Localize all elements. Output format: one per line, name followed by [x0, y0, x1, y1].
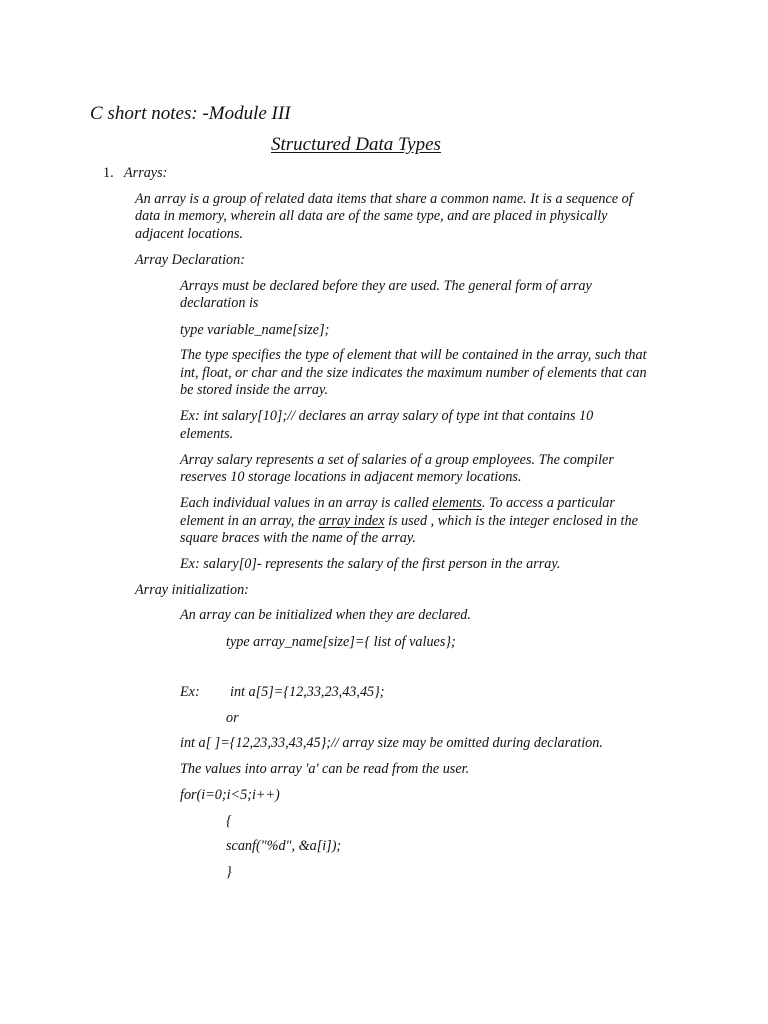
- doc-subtitle: Structured Data Types: [271, 134, 441, 155]
- intro-line: data in memory, wherein all data are of the same type, and are placed in physically: [135, 208, 608, 224]
- term-elements: elements: [432, 495, 482, 511]
- declaration-text: [180, 513, 638, 530]
- doc-title: C short notes: -Module III: [90, 103, 291, 124]
- example-label: Ex:: [180, 684, 200, 700]
- intro-line: adjacent locations.: [135, 226, 243, 242]
- initialization-heading: Array initialization:: [135, 582, 249, 598]
- section-title: Arrays:: [124, 165, 168, 181]
- declaration-text: be stored inside the array.: [180, 382, 329, 398]
- text-segment: Each individual values in an array is called: [180, 495, 433, 511]
- text-segment: is used , which is the integer enclosed in the: [384, 513, 638, 529]
- section-number: 1.: [103, 165, 114, 181]
- initialization-code: int a[ ]={12,23,33,43,45};// array size may be omitted during declaration.: [180, 735, 603, 751]
- declaration-text: declaration is: [180, 295, 259, 311]
- initialization-syntax: type array_name[size]={ list of values};: [226, 634, 456, 650]
- term-array-index: array index: [318, 513, 385, 529]
- declaration-syntax: type variable_name[size];: [180, 322, 330, 338]
- open-brace: {: [226, 813, 232, 829]
- text-segment: element in an array, the: [180, 513, 319, 529]
- example-code: int a[5]={12,33,23,43,45};: [230, 684, 385, 700]
- declaration-example: elements.: [180, 426, 234, 442]
- intro-line: An array is a group of related data items that share a common name. It is a sequence of: [135, 191, 633, 207]
- initialization-text: An array can be initialized when they are declared.: [180, 607, 471, 623]
- or-text: or: [226, 710, 239, 726]
- declaration-text: int, float, or char and the size indicates the maximum number of elements that can: [180, 365, 647, 381]
- loop-code: for(i=0;i<5;i++): [180, 787, 280, 803]
- close-brace: }: [226, 864, 232, 880]
- declaration-text: Array salary represents a set of salaries of a group employees. The compiler: [180, 452, 614, 468]
- declaration-example: Ex: salary[0]- represents the salary of the first person in the array.: [180, 556, 561, 572]
- declaration-text: [180, 495, 615, 512]
- scanf-code: scanf("%d", &a[i]);: [226, 838, 342, 854]
- text-segment: . To access a particular: [481, 495, 615, 511]
- declaration-text: reserves 10 storage locations in adjacent memory locations.: [180, 469, 522, 485]
- declaration-text: The type specifies the type of element that will be contained in the array, such that: [180, 347, 647, 363]
- declaration-example: Ex: int salary[10];// declares an array salary of type int that contains 10: [180, 408, 594, 424]
- declaration-heading: Array Declaration:: [135, 252, 245, 268]
- initialization-text: The values into array 'a' can be read from the user.: [180, 761, 470, 777]
- declaration-text: Arrays must be declared before they are used. The general form of array: [180, 278, 592, 294]
- declaration-text: square braces with the name of the array.: [180, 530, 416, 546]
